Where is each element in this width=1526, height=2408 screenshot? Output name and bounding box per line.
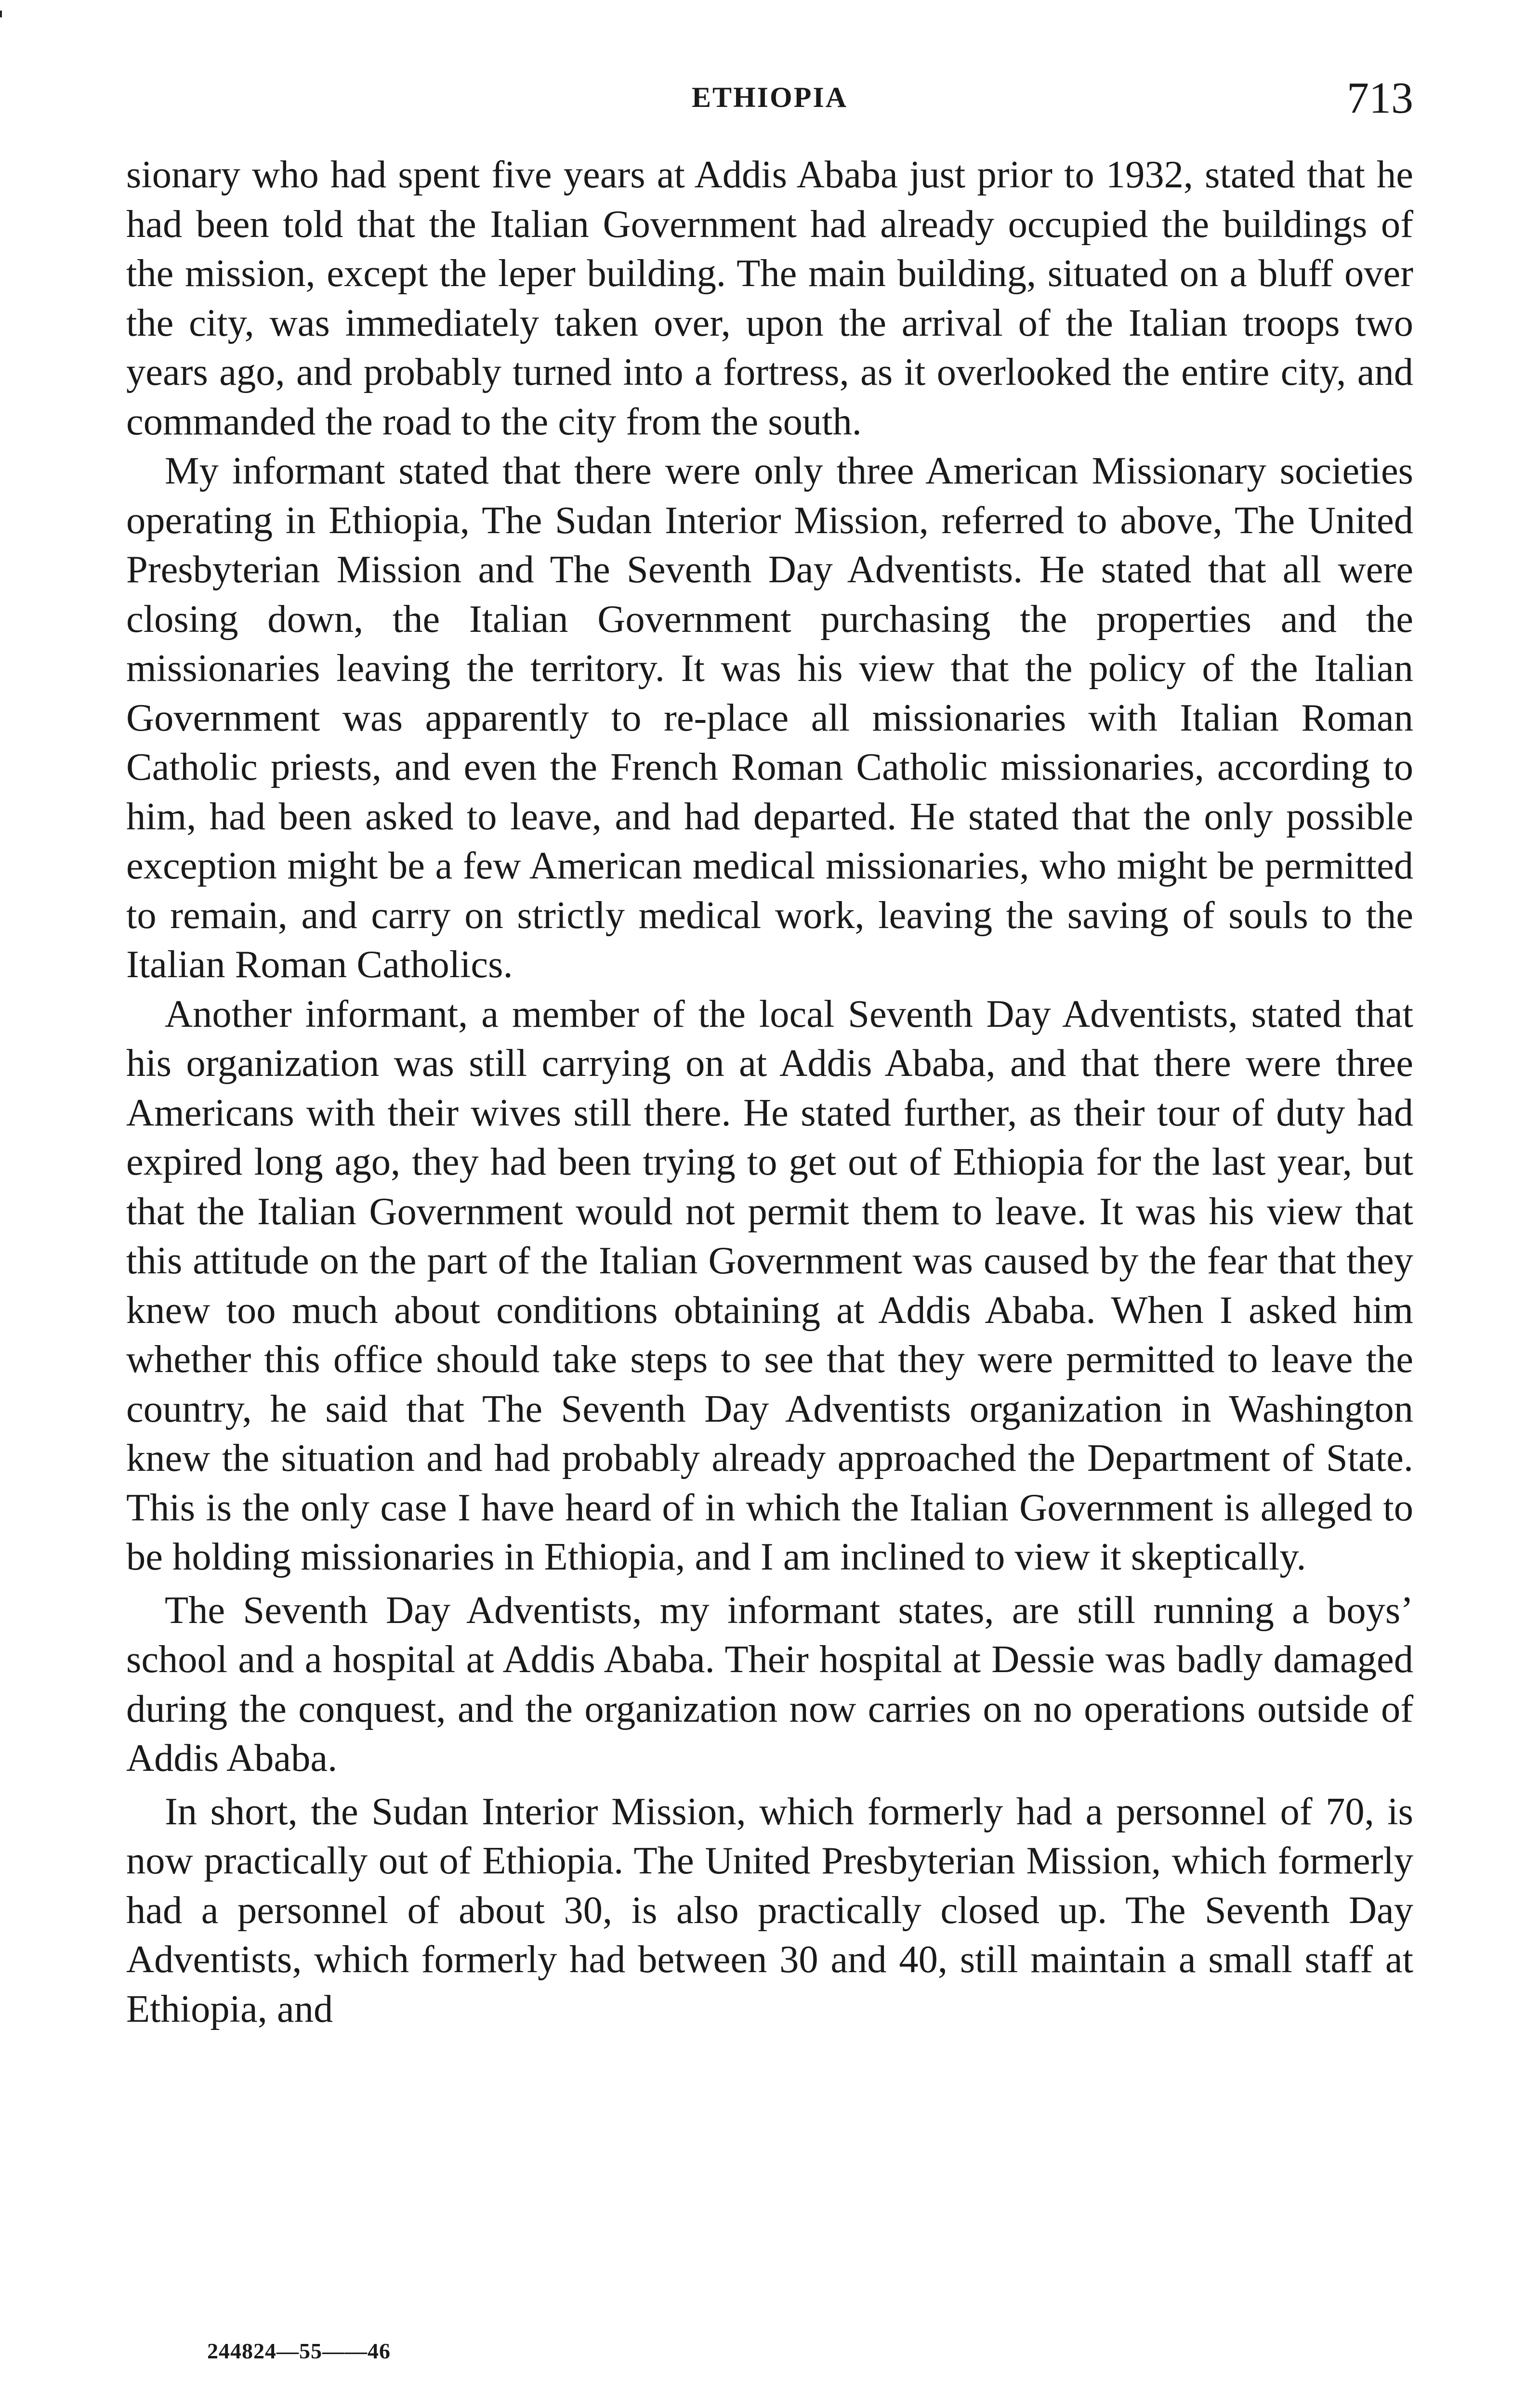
paragraph-missionary-societies: My informant stated that there were only three American Missionary societies operating in Ethiopia, The Sudan Interior Mission, referred to above, The United Presbyterian Mission and The Seventh Day Adventists. He stated that all were closing down, the Italian Government purchasing the properties and the missionaries leaving the territory. It was his view that the policy of the Italian Government was apparently to re-place all missionaries with Italian Roman Catholic priests, and even the French Roman Catholic missionaries, according to him, had been asked to leave, and had departed. He stated that the only possible exception might be a few American medical missionaries, who might be permitted to remain, and carry on strictly medical work, leaving the saving of souls to the Italian Roman Catholics. — [126, 449, 1413, 986]
paragraph-school-hospital: The Seventh Day Adventists, my informant states, are still running a boys’ school and a hospital at Addis Ababa. Their hospital at Dessie was badly damaged during the conquest, and the organization now carries on no operations outside of Addis Ababa. — [126, 1588, 1413, 1780]
printer-imprint: 244824—55——46 — [207, 2339, 391, 2363]
running-head — [126, 72, 1413, 130]
body-text — [126, 150, 1413, 2034]
paragraph-summary: In short, the Sudan Interior Mission, which formerly had a personnel of 70, is now practically out of Ethiopia. The United Presbyterian Mission, which formerly had a personnel of about 30, is also practically closed up. The Seventh Day Adventists, which formerly had between 30 and 40, still maintain a small staff at Ethiopia, and — [126, 1790, 1413, 2030]
running-title: ETHIOPIA — [691, 81, 848, 113]
paragraph-seventh-day-adventists: Another informant, a member of the local Seventh Day Adventists, stated that his organization was still carrying on at Addis Ababa, and that there were three Americans with their wives still there. He stated further, as their tour of duty had expired long ago, they had been trying to get out of Ethiopia for the last year, but that the Italian Government would not permit them to leave. It was his view that this attitude on the part of the Italian Government was caused by the fear that they knew too much about conditions obtaining at Addis Ababa. When I asked him whether this office should take steps to see that they were permitted to leave the country, he said that The Seventh Day Adventists organization in Washington knew the situation and had probably already approached the Department of State. This is the only case I have heard of in which the Italian Government is alleged to be holding missionaries in Ethiopia, and I am inclined to view it skeptically. — [126, 992, 1413, 1578]
paragraph-continued: sionary who had spent five years at Addis Ababa just prior to 1932, stated that he had been told that the Italian Government had already occupied the buildings of the mission, except the leper building. The main building, situated on a bluff over the city, was immediately taken over, upon the arrival of the Italian troops two years ago, and probably turned into a fortress, as it overlooked the entire city, and commanded the road to the city from the south. — [126, 153, 1413, 443]
page-number: 713 — [1347, 73, 1413, 122]
scan-edge-mark — [0, 11, 2, 17]
